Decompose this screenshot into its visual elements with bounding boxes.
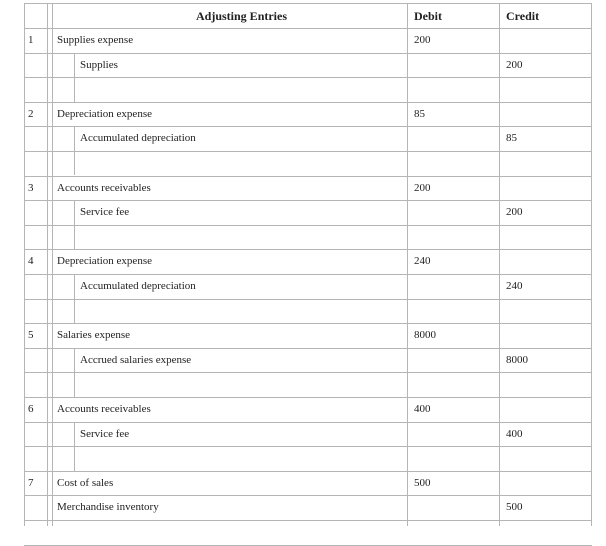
row-divider — [24, 446, 592, 447]
credit-amount: 85 — [506, 132, 517, 144]
row-divider — [24, 200, 592, 201]
row-divider — [24, 397, 592, 398]
entry-number: 4 — [28, 255, 34, 267]
row-divider — [24, 102, 592, 103]
credit-account: Supplies — [80, 59, 118, 71]
row-divider — [24, 225, 592, 226]
column-divider — [52, 3, 53, 526]
column-divider — [24, 3, 25, 526]
entry-number: 6 — [28, 403, 34, 415]
row-divider — [24, 28, 592, 29]
column-divider — [407, 3, 408, 526]
credit-account: Accrued salaries expense — [80, 354, 192, 366]
row-divider — [24, 520, 592, 521]
debit-account: Accounts receivables — [57, 182, 151, 194]
column-divider — [499, 3, 500, 526]
indent-divider — [74, 53, 75, 102]
debit-account: Cost of sales — [57, 477, 114, 489]
row-divider — [24, 323, 592, 324]
row-divider — [24, 495, 592, 496]
row-divider — [24, 249, 592, 250]
debit-amount: 8000 — [414, 329, 436, 341]
entry-number: 5 — [28, 329, 34, 341]
debit-account: Accounts receivables — [57, 403, 151, 415]
header-debit: Debit — [414, 9, 442, 23]
indent-divider — [74, 422, 75, 471]
credit-amount: 400 — [506, 428, 523, 440]
row-divider — [24, 299, 592, 300]
indent-divider — [74, 126, 75, 175]
column-divider — [591, 3, 592, 526]
entry-number: 2 — [28, 108, 34, 120]
credit-account: Merchandise inventory — [57, 501, 159, 513]
row-divider — [24, 372, 592, 373]
indent-divider — [74, 200, 75, 249]
debit-account: Depreciation expense — [57, 255, 152, 267]
row-divider — [24, 77, 592, 78]
entry-number: 3 — [28, 182, 34, 194]
row-divider — [24, 471, 592, 472]
debit-amount: 240 — [414, 255, 431, 267]
debit-account: Supplies expense — [57, 34, 134, 46]
credit-account: Service fee — [80, 206, 130, 218]
credit-amount: 200 — [506, 206, 523, 218]
debit-amount: 200 — [414, 182, 431, 194]
credit-account: Service fee — [80, 428, 130, 440]
adjusting-entries-table — [24, 3, 592, 526]
debit-account: Depreciation expense — [57, 108, 152, 120]
row-divider — [24, 126, 592, 127]
debit-amount: 200 — [414, 34, 431, 46]
row-divider — [24, 176, 592, 177]
credit-amount: 8000 — [506, 354, 528, 366]
row-divider — [24, 274, 592, 275]
credit-amount: 240 — [506, 280, 523, 292]
debit-amount: 85 — [414, 108, 425, 120]
header-credit: Credit — [506, 9, 540, 23]
row-divider — [24, 151, 592, 152]
credit-account: Accumulated depreciation — [80, 280, 196, 292]
credit-amount: 200 — [506, 59, 523, 71]
debit-amount: 400 — [414, 403, 431, 415]
credit-account: Accumulated depreciation — [80, 132, 196, 144]
entry-number: 1 — [28, 34, 34, 46]
row-divider — [24, 3, 592, 4]
row-divider — [24, 53, 592, 54]
indent-divider — [74, 274, 75, 323]
column-divider — [47, 3, 48, 526]
indent-divider — [74, 348, 75, 397]
row-divider — [24, 422, 592, 423]
debit-amount: 500 — [414, 477, 431, 489]
entry-number: 7 — [28, 477, 34, 489]
header-adjusting-entries: Adjusting Entries — [196, 9, 288, 23]
row-divider — [24, 348, 592, 349]
credit-amount: 500 — [506, 501, 523, 513]
debit-account: Salaries expense — [57, 329, 130, 341]
